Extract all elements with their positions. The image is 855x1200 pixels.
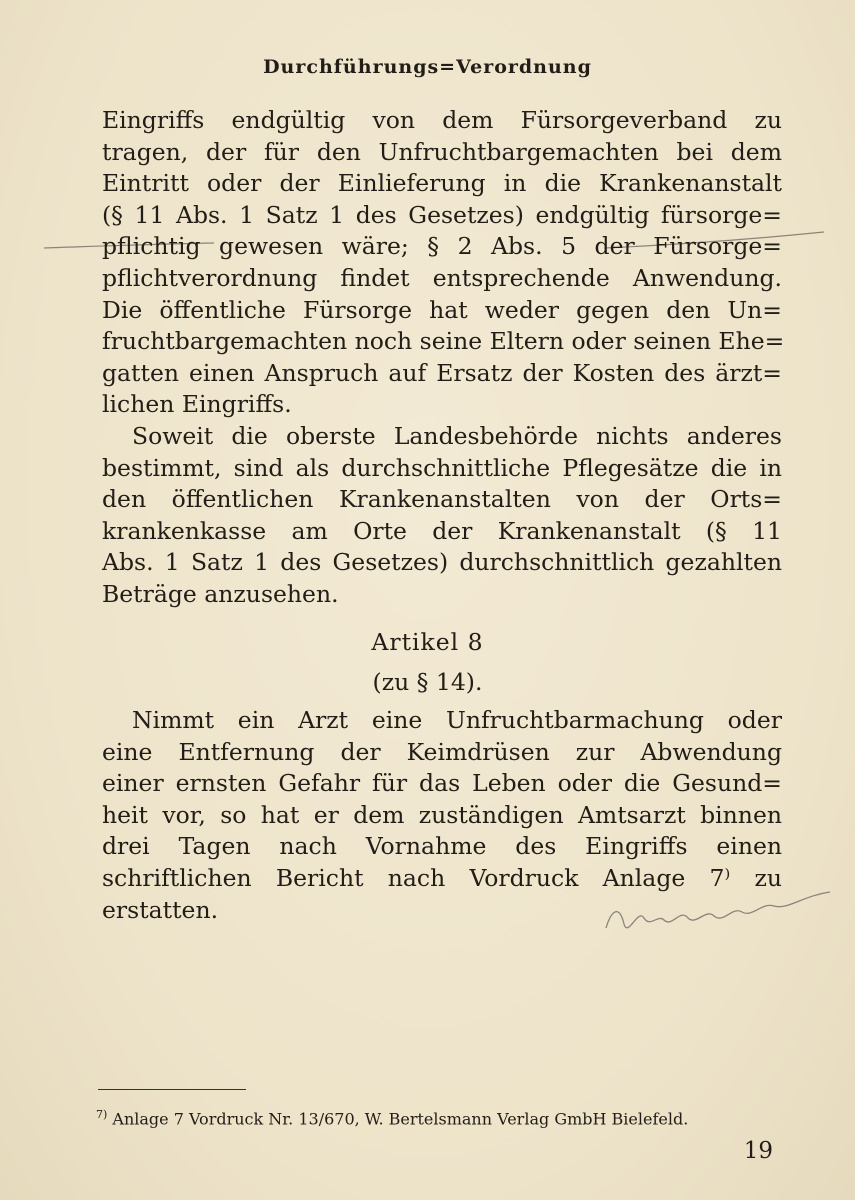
text-line: pflichtig gewesen wäre; § 2 Abs. 5 der Fürsorge=	[102, 232, 782, 261]
text-line: lichen Eingriffs.	[102, 390, 292, 419]
text-line: bestimmt, sind als durchschnittliche Pflegesätze die in	[102, 453, 782, 482]
footnote	[96, 1104, 786, 1130]
article-heading: Artikel 8	[371, 628, 484, 656]
text-line: eine Entfernung der Keimdrüsen zur Abwendung	[102, 737, 782, 766]
text-line: Nimmt ein Arzt eine Unfruchtbarmachung oder	[132, 706, 782, 734]
text-line: krankenkasse am Orte der Krankenanstalt (§ 11	[102, 516, 782, 545]
text-line: Eingriffs endgültig von dem Fürsorgeverband zu	[102, 106, 782, 134]
text-line: pflichtverordnung findet entsprechende Anwendung.	[102, 263, 782, 292]
text-line: erstatten.	[102, 895, 219, 924]
pencil-scribble	[598, 878, 838, 948]
page-number: 19	[743, 1138, 773, 1164]
running-header: Durchführungs=Verordnung	[263, 56, 592, 78]
footnote-text: Anlage 7 Vordruck Nr. 13/670, W. Bertelsmann Verlag GmbH Bielefeld.	[112, 1109, 689, 1129]
text-line: den öffentlichen Krankenanstalten von der Orts=	[102, 485, 782, 514]
footnote-marker: 7)	[96, 1108, 108, 1121]
text-line: fruchtbargemachten noch seine Eltern oder seinen Ehe=	[102, 327, 785, 356]
footnote-rule	[98, 1089, 246, 1090]
text-line: schriftlichen Bericht nach Vordruck Anlage 7⁾ zu	[102, 863, 782, 892]
text-line: Beträge anzusehen.	[102, 579, 339, 608]
text-line: Soweit die oberste Landesbehörde nichts anderes	[132, 422, 782, 450]
text-line: Eintritt oder der Einlieferung in die Krankenanstalt	[102, 169, 782, 198]
text-line: (§ 11 Abs. 1 Satz 1 des Gesetzes) endgültig fürsorge=	[102, 200, 782, 229]
text-line: heit vor, so hat er dem zuständigen Amtsarzt binnen	[102, 800, 782, 829]
paragraph-pflegesaetze	[102, 421, 782, 611]
text-line: gatten einen Anspruch auf Ersatz der Kosten des ärzt=	[102, 358, 782, 387]
text-line: Abs. 1 Satz 1 des Gesetzes) durchschnittlich gezahlten	[102, 548, 782, 577]
text-line: einer ernsten Gefahr für das Leben oder die Gesund=	[102, 769, 782, 798]
text-line: drei Tagen nach Vornahme des Eingriffs einen	[102, 832, 782, 861]
text-line: tragen, der für den Unfruchtbargemachten bei dem	[102, 137, 782, 166]
article-subheading: (zu § 14).	[372, 668, 483, 696]
text-line: Die öffentliche Fürsorge hat weder gegen den Un=	[102, 295, 782, 324]
paragraph-continued	[102, 105, 785, 421]
